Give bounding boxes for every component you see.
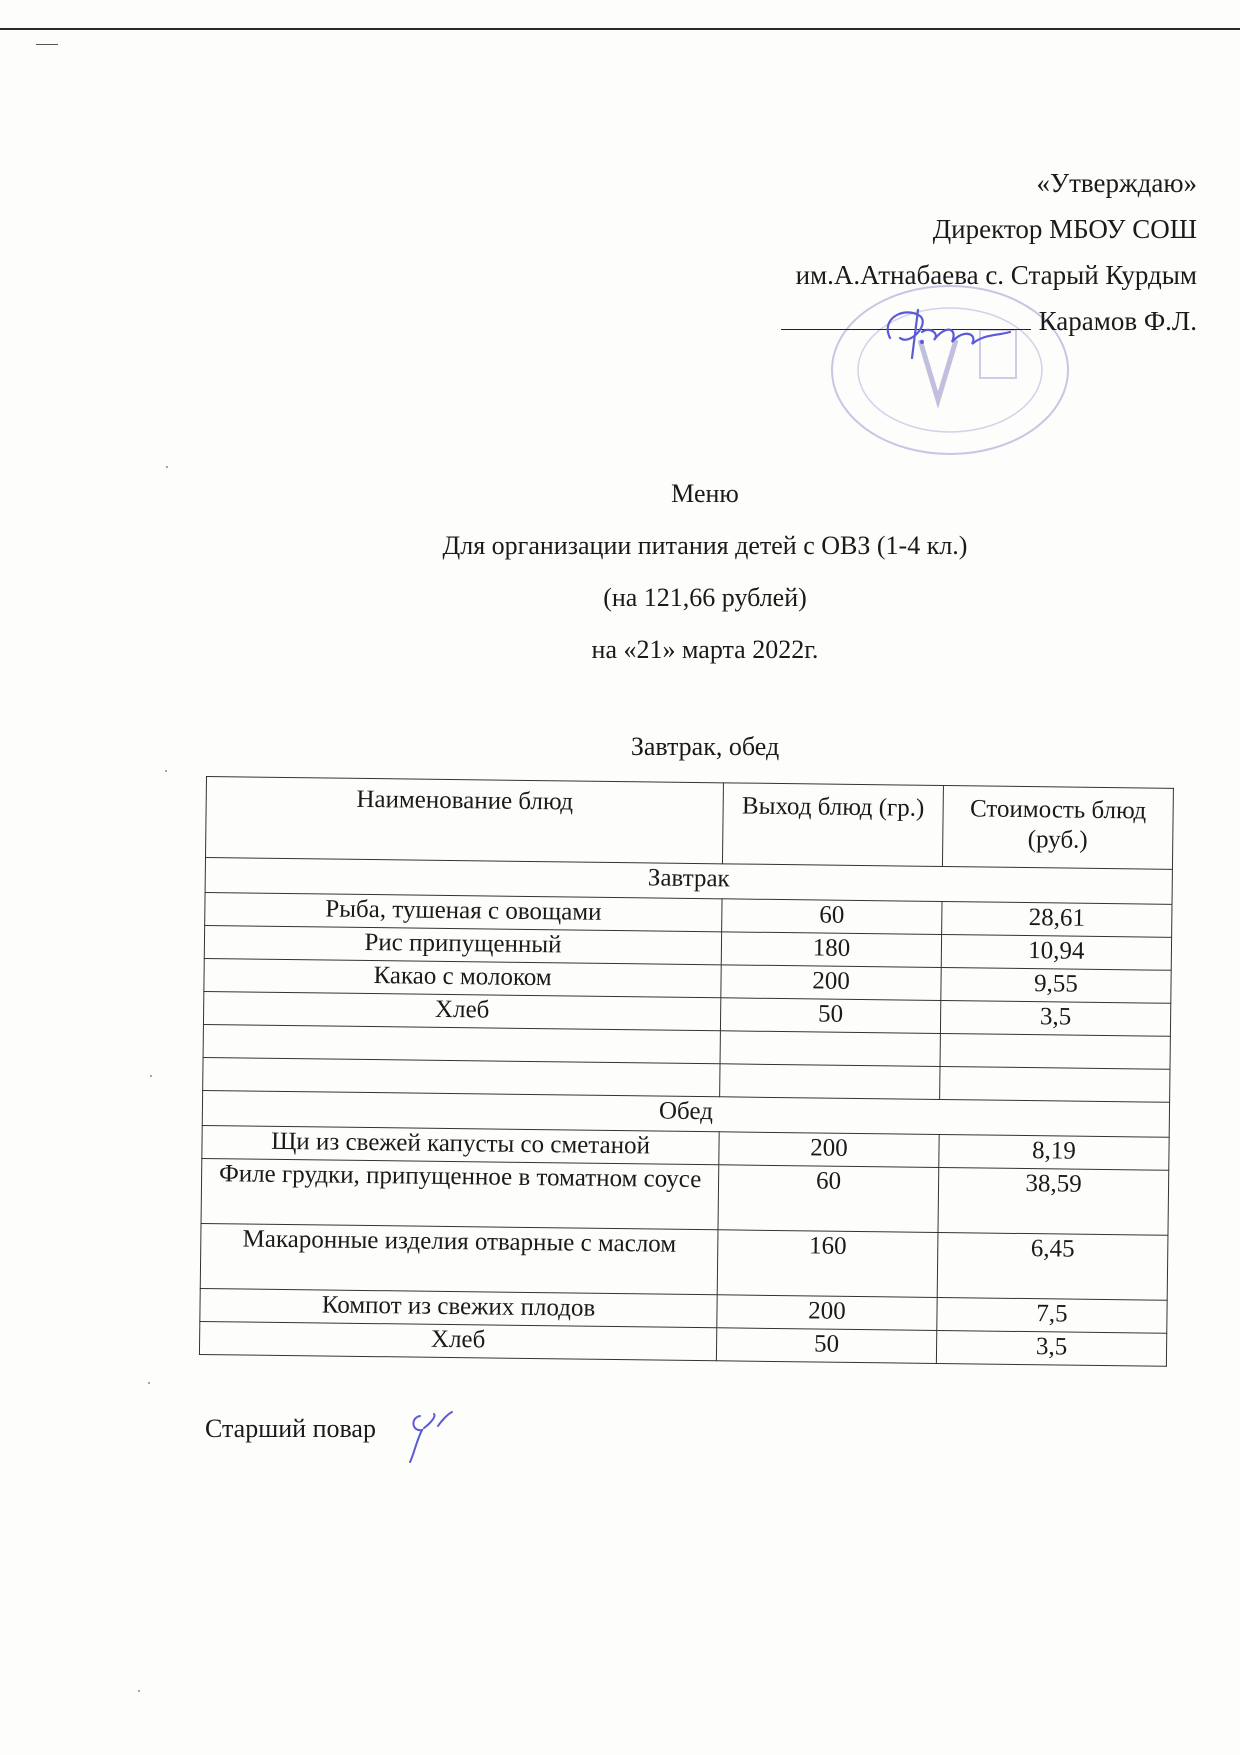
dish-yield: 180 [721,932,941,968]
dish-yield: 60 [722,899,942,935]
meal-heading: Завтрак, обед [630,732,780,761]
dish-cost: 3,5 [936,1330,1166,1366]
dish-name: Щи из свежей капусты со сметаной [202,1125,719,1164]
dish-name: Хлеб [203,991,720,1030]
dish-cost: 7,5 [937,1297,1167,1333]
menu-budget: (на 121,66 рублей) [603,583,807,612]
director-signature [860,298,1020,368]
table-header-row [206,777,1174,870]
dish-yield: 200 [721,965,941,1001]
scan-mark [36,44,58,45]
dish-cost: 38,59 [938,1167,1169,1235]
dish-name: Хлеб [199,1321,716,1360]
menu-table [199,776,1174,1367]
dish-name: Какао с молоком [204,958,721,997]
empty-cell [940,1033,1170,1069]
menu-subtitle: Для организации питания детей с ОВЗ (1-4 кл.) [442,531,968,560]
dish-cost: 6,45 [937,1232,1168,1300]
menu-date: на «21» марта 2022г. [591,635,819,664]
approval-organization: им.А.Атнабаева с. Старый Курдым [795,260,1197,290]
dish-name: Рыба, тушеная с овощами [205,892,722,931]
empty-cell [720,1031,940,1067]
dish-yield: 200 [717,1295,937,1331]
approval-position: Директор МБОУ СОШ [932,214,1197,244]
header-dish-name: Наименование блюд [206,777,724,864]
scan-edge [0,28,1240,30]
empty-cell [720,1064,940,1100]
dish-name: Компот из свежих плодов [200,1288,717,1327]
header-cost: Стоимость блюд (руб.) [942,786,1173,870]
menu-title: Меню [671,479,739,508]
section-label-breakfast: Завтрак [205,858,1172,905]
dish-name: Рис припущенный [204,925,721,964]
scan-speck [138,1690,140,1692]
dish-cost: 3,5 [940,1000,1170,1036]
scan-speck [165,770,167,772]
table-row [201,1158,1169,1235]
dish-yield: 160 [717,1230,938,1298]
dish-name: Филе грудки, припущенное в томатном соусе [201,1158,719,1229]
menu-title-block [0,468,1240,676]
scan-speck [166,466,168,468]
scan-speck [150,1075,152,1077]
table-row [200,1223,1168,1300]
approval-title: «Утверждаю» [1036,168,1197,198]
dish-name: Макаронные изделия отварные с маслом [200,1223,718,1294]
dish-yield: 50 [716,1328,936,1364]
cook-signature [402,1408,454,1466]
cook-label: Старший повар [205,1414,376,1443]
header-yield: Выход блюд (гр.) [723,783,944,867]
section-label-lunch: Обед [202,1090,1169,1137]
dish-cost: 28,61 [942,902,1172,938]
scan-speck [148,1382,150,1384]
dish-yield: 200 [719,1132,939,1168]
dish-cost: 10,94 [941,934,1171,970]
dish-cost: 8,19 [939,1134,1169,1170]
empty-cell [940,1066,1170,1102]
dish-cost: 9,55 [941,967,1171,1003]
dish-yield: 60 [718,1165,939,1233]
approval-signer: Карамов Ф.Л. [1038,306,1197,336]
dish-yield: 50 [721,998,941,1034]
